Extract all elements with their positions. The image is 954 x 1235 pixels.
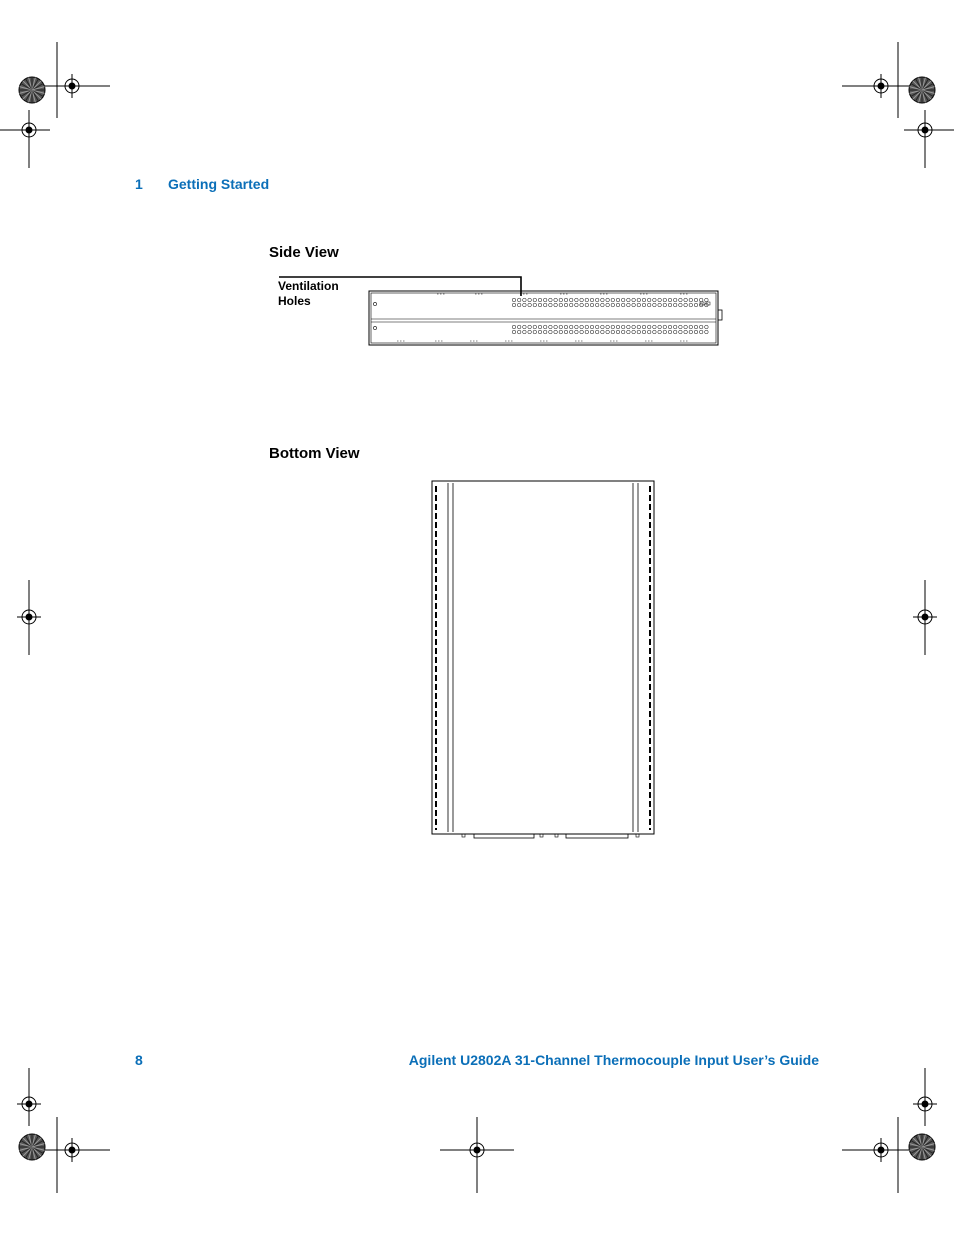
callout-line-2: Holes [278,294,311,308]
connector-left [474,834,534,838]
chapter-number: 1 [135,176,143,192]
guide-title: Agilent U2802A 31-Channel Thermocouple Input User’s Guide [408,1052,819,1068]
bottom-view-heading: Bottom View [269,445,360,462]
side-view-drawing [279,277,722,345]
connector-right [566,834,628,838]
side-view-heading: Side View [269,244,339,261]
bottom-view-body [432,481,654,834]
ventilation-holes [397,294,710,341]
bottom-view-drawing [432,481,654,838]
chapter-title: Getting Started [168,176,270,192]
registration-marks [0,42,954,1193]
page-number: 8 [135,1052,143,1068]
callout-line-1: Ventilation [278,279,339,293]
ventilation-holes-callout [278,279,339,309]
